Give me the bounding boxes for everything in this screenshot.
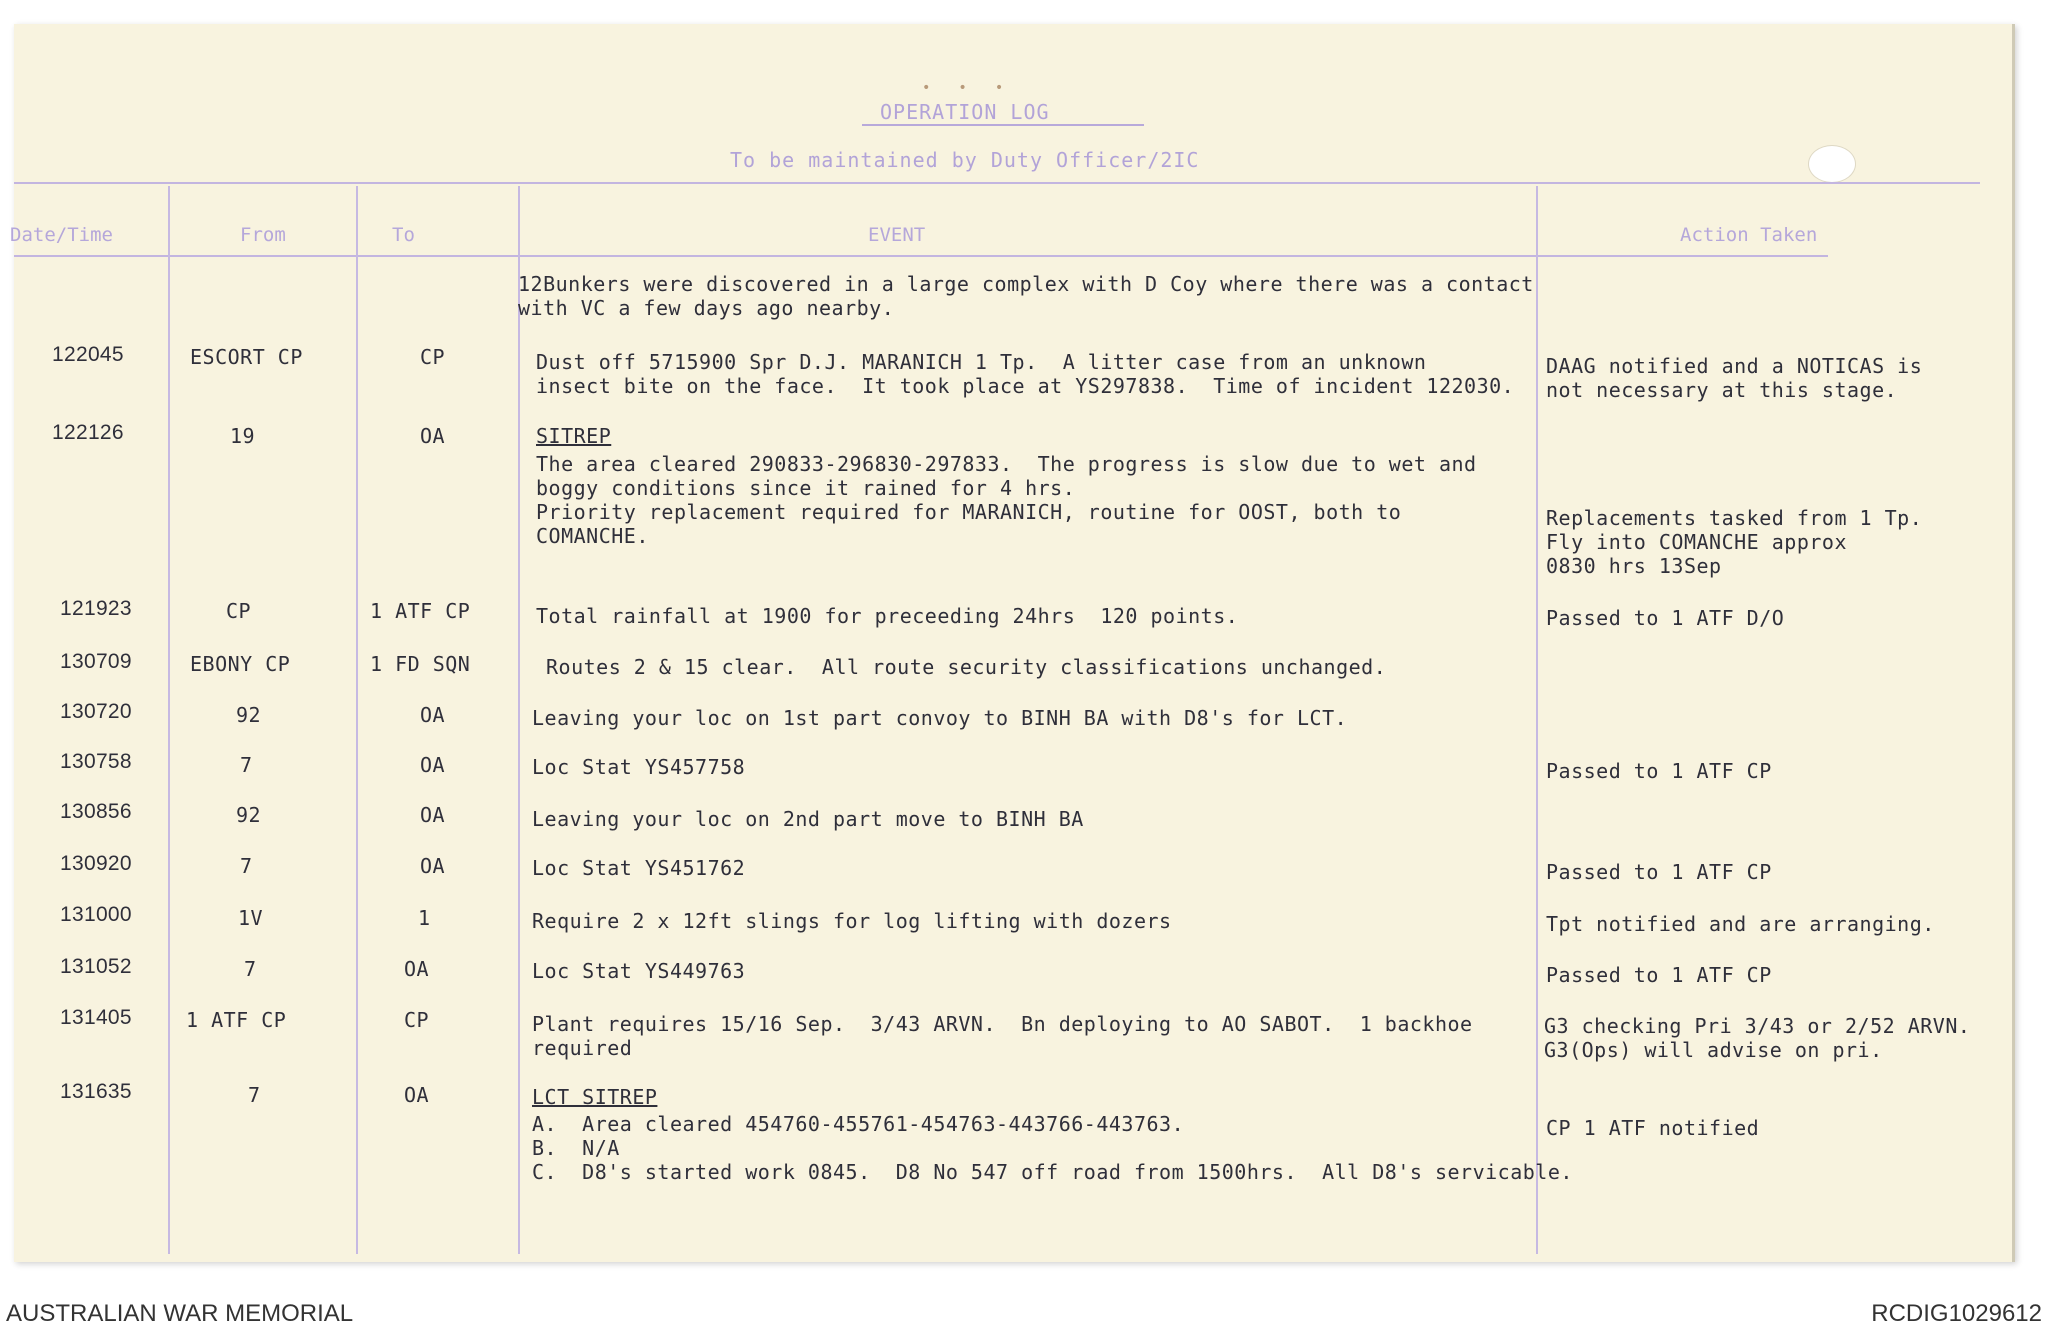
entry-from: 7	[244, 957, 257, 981]
entry-time: 131052	[60, 955, 132, 978]
entry-to: OA	[404, 957, 430, 981]
entry-to: 1 FD SQN	[370, 652, 471, 676]
event-text: Dust off 5715900 Spr D.J. MARANICH 1 Tp. A litter case from an unknown insect bite on the face. It took place at YS297838. Time of incident 122030.	[536, 350, 1515, 398]
action-text: Replacements tasked from 1 Tp. Fly into COMANCHE approx 0830 hrs 13Sep	[1546, 506, 1923, 578]
event-text: Plant requires 15/16 Sep. 3/43 ARVN. Bn deploying to AO SABOT. 1 backhoe required	[532, 1012, 1473, 1060]
entry-to: OA	[420, 753, 446, 777]
entry-to: CP	[420, 345, 446, 369]
column-divider	[356, 186, 358, 1254]
column-header-action-taken: Action Taken	[1680, 224, 1818, 246]
entry-to: OA	[404, 1083, 430, 1107]
event-text: Routes 2 & 15 clear. All route security classifications unchanged.	[546, 655, 1387, 679]
entry-from: 7	[248, 1083, 261, 1107]
action-text: CP 1 ATF notified	[1546, 1116, 1760, 1140]
entry-from: 1 ATF CP	[186, 1008, 287, 1032]
entry-to: CP	[404, 1008, 430, 1032]
event-text: Loc Stat YS449763	[532, 959, 746, 983]
event-text: 12Bunkers were discovered in a large complex with D Coy where there was a contact with VC a few days ago nearby.	[518, 272, 1534, 320]
entry-to: 1	[418, 906, 431, 930]
entry-time: 122126	[52, 421, 124, 444]
punch-hole	[1808, 145, 1856, 183]
action-text: G3 checking Pri 3/43 or 2/52 ARVN. G3(Ops) will advise on pri.	[1544, 1014, 1971, 1062]
column-header-to: To	[392, 224, 415, 246]
event-text: A. Area cleared 454760-455761-454763-443766-443763. B. N/A C. D8's started work 0845. D8 No 547 off road from 1500hrs. All D8's servicable.	[532, 1112, 1573, 1184]
entry-time: 130856	[60, 800, 132, 823]
entry-from: EBONY CP	[190, 652, 291, 676]
entry-to: OA	[420, 854, 446, 878]
column-divider	[168, 186, 170, 1254]
event-heading: SITREP	[536, 424, 612, 448]
action-text: Passed to 1 ATF CP	[1546, 759, 1772, 783]
header-rule-top	[14, 182, 1980, 184]
entry-time: 131405	[60, 1006, 132, 1029]
column-header-date-time: Date/Time	[10, 224, 113, 246]
archive-reference: RCDIG1029612	[1871, 1300, 2042, 1327]
entry-from: 19	[230, 424, 256, 448]
entry-time: 130758	[60, 750, 132, 773]
event-text: Loc Stat YS451762	[532, 856, 746, 880]
entry-from: 1V	[238, 906, 264, 930]
entry-to: OA	[420, 703, 446, 727]
event-text: Require 2 x 12ft slings for log lifting with dozers	[532, 909, 1172, 933]
column-divider	[518, 186, 520, 1254]
entry-from: CP	[226, 599, 252, 623]
entry-to: OA	[420, 803, 446, 827]
archive-credit: AUSTRALIAN WAR MEMORIAL	[6, 1300, 354, 1327]
column-header-event: EVENT	[868, 224, 926, 246]
entry-to: 1 ATF CP	[370, 599, 471, 623]
entry-time: 130920	[60, 852, 132, 875]
entry-time: 131000	[60, 903, 132, 926]
entry-from: 92	[236, 703, 262, 727]
event-text: Leaving your loc on 2nd part move to BINH BA	[532, 807, 1084, 831]
action-text: Passed to 1 ATF CP	[1546, 860, 1772, 884]
event-text: Leaving your loc on 1st part convoy to BINH BA with D8's for LCT.	[532, 706, 1348, 730]
entry-from: 92	[236, 803, 262, 827]
event-text: Loc Stat YS457758	[532, 755, 746, 779]
log-subtitle: To be maintained by Duty Officer/2IC	[730, 148, 1200, 172]
event-text: The area cleared 290833-296830-297833. The progress is slow due to wet and boggy conditions since it rained for 4 hrs. Priority replacement required for MARANICH, routine for OOST, both to COMANCHE.	[536, 452, 1477, 548]
entry-time: 130720	[60, 700, 132, 723]
entry-time: 122045	[52, 343, 124, 366]
entry-from: 7	[240, 753, 253, 777]
column-divider	[1536, 186, 1538, 1254]
title-underline	[862, 124, 1144, 126]
entry-time: 130709	[60, 650, 132, 673]
entry-time: 131635	[60, 1080, 132, 1103]
entry-time: 121923	[60, 597, 132, 620]
log-title: OPERATION LOG	[880, 100, 1050, 124]
action-text: Tpt notified and are arranging.	[1546, 912, 1935, 936]
header-rule-bottom	[14, 255, 1828, 257]
column-header-from: From	[240, 224, 286, 246]
action-text: Passed to 1 ATF CP	[1546, 963, 1772, 987]
ink-specks: •••	[922, 80, 1032, 96]
entry-from: 7	[240, 854, 253, 878]
document-sheet	[14, 24, 2015, 1262]
event-heading: LCT SITREP	[532, 1085, 658, 1109]
action-text: Passed to 1 ATF D/O	[1546, 606, 1785, 630]
action-text: DAAG notified and a NOTICAS is not necessary at this stage.	[1546, 354, 1923, 402]
entry-to: OA	[420, 424, 446, 448]
entry-from: ESCORT CP	[190, 345, 303, 369]
event-text: Total rainfall at 1900 for preceeding 24hrs 120 points.	[536, 604, 1239, 628]
